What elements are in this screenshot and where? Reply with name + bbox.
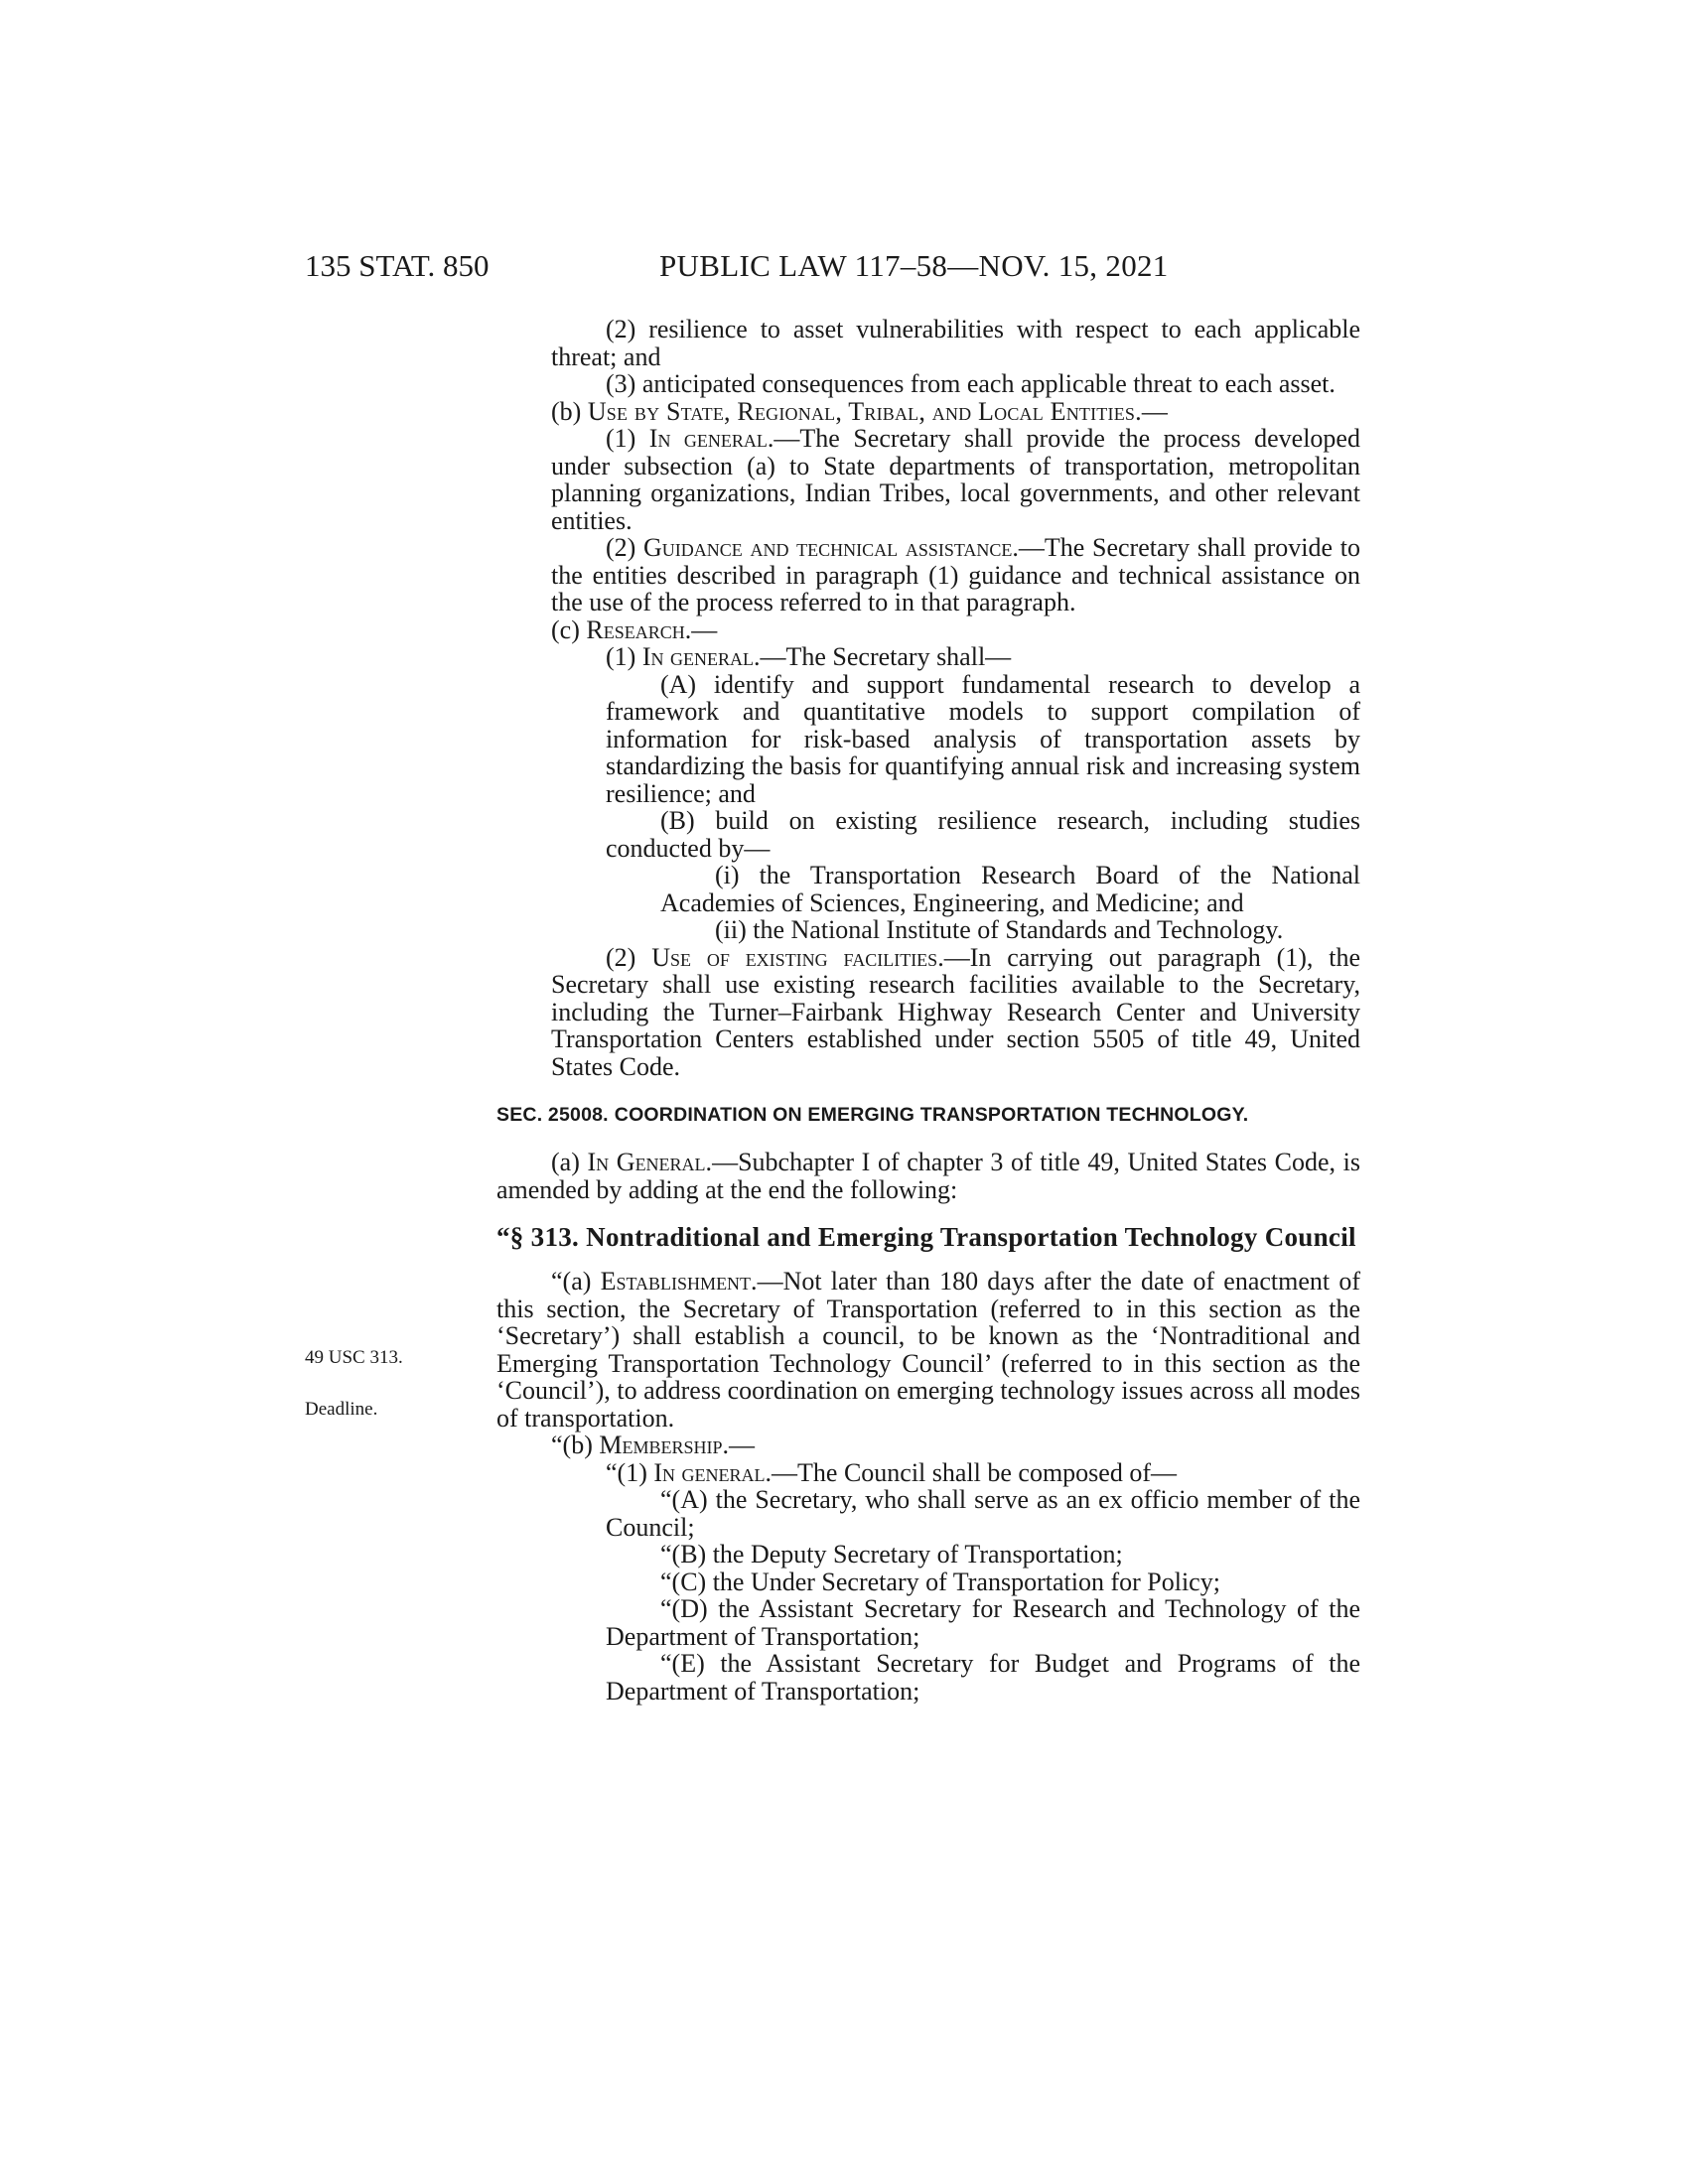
section-313-b1-text: —The Council shall be composed of—	[772, 1457, 1177, 1487]
section-313-b1-title: In general.	[653, 1457, 773, 1487]
section-313-b1	[496, 1459, 1360, 1487]
subparagraph-c1A: (A) identify and support fundamental research to develop a framework and quantitative models to support compilation of information for risk-based analysis of transportation assets by standardizing the basis for quantifying annual risk and increasing system resilience; and	[606, 669, 1360, 808]
subsection-c: (c) Research.—	[551, 614, 718, 644]
section-313-a-title: Establishment.	[600, 1267, 758, 1296]
subsection-c-lead: (c)	[551, 614, 587, 644]
paragraph-b1	[496, 425, 1360, 534]
section-313-b	[496, 1432, 1360, 1459]
paragraph-c1-title: In general.	[641, 642, 761, 671]
section-313-a	[496, 1268, 1360, 1432]
paragraph-b2	[496, 534, 1360, 616]
section-313-title: “§ 313. Nontraditional and Emerging Transportation Technology Council	[496, 1222, 1356, 1252]
paragraph-a2: (2) resilience to asset vulnerabilities with respect to each applicable threat; and	[551, 315, 1360, 371]
section-heading-number: SEC. 25008.	[496, 1104, 609, 1126]
subsection-b-title: Use by State, Regional, Tribal, and Local Entities.	[587, 396, 1142, 426]
running-title: PUBLIC LAW 117–58—NOV. 15, 2021	[659, 248, 1169, 283]
section-313-b1D: “(D) the Assistant Secretary for Research and Technology of the Department of Transportation;	[606, 1594, 1360, 1651]
section-heading-text: COORDINATION ON EMERGING TRANSPORTATION TECHNOLOGY.	[614, 1104, 1249, 1126]
paragraph-a3: (3) anticipated consequences from each applicable threat to each asset.	[606, 369, 1336, 398]
subsection-b: (b) Use by State, Regional, Tribal, and Local Entities.—	[551, 396, 1168, 426]
subsection-b-lead: (b)	[551, 396, 588, 426]
section-313-a-text: —Not later than 180 days after the date of enactment of this section, the Secretary of Transportation (referred to in this section as the ‘Secretary’) shall establish a council, to be known as the ‘Nontraditional and Emerging Transportation Technology Council’ (referred to in this section as the ‘Council’), to address coordination on emerging technology issues across all modes of transportation.	[496, 1267, 1360, 1433]
paragraph-c1-lead: (1)	[606, 642, 642, 671]
margin-note-deadline: Deadline.	[305, 1399, 378, 1420]
section-a-lead: (a)	[551, 1148, 588, 1176]
page-header	[305, 246, 1367, 286]
paragraph-c2-lead: (2)	[606, 942, 652, 972]
paragraph-b2-lead: (2)	[606, 533, 644, 562]
section-a-text: —Subchapter I of chapter 3 of title 49, United States Code, is amended by adding at the end the following:	[496, 1148, 1360, 1204]
section-313-b-text: —	[729, 1431, 755, 1459]
paragraph-c1-text: —The Secretary shall—	[760, 642, 1012, 671]
paragraph-b1-text: —The Secretary shall provide the process developed under subsection (a) to State departments of transportation, metropolitan planning organizations, Indian Tribes, local governments, and other relevant entities.	[551, 424, 1360, 535]
section-313-b-title: Membership.	[599, 1431, 729, 1459]
paragraph-b1-title: In general.	[648, 424, 774, 453]
section-313-b1-lead: “(1)	[606, 1457, 654, 1487]
section-313-b1A: “(A) the Secretary, who shall serve as an ex officio member of the Council;	[606, 1485, 1360, 1542]
section-313-b1C: “(C) the Under Secretary of Transportation for Policy;	[660, 1567, 1220, 1596]
page-reference: 135 STAT. 850	[305, 248, 490, 283]
paragraph-b1-lead: (1)	[606, 424, 649, 453]
paragraph-b2-title: Guidance and technical assistance.	[643, 533, 1019, 562]
section-313-a-lead: “(a)	[551, 1267, 601, 1296]
section-313-b-lead: “(b)	[551, 1431, 600, 1459]
section-313-b1B: “(B) the Deputy Secretary of Transportation;	[660, 1540, 1123, 1569]
section-heading	[496, 1102, 1360, 1129]
margin-note-usc: 49 USC 313.	[305, 1347, 403, 1368]
section-a	[496, 1149, 1360, 1203]
section-a-title: In General.	[587, 1148, 713, 1176]
paragraph-c2-title: Use of existing facilities.	[651, 942, 944, 972]
section-313-b1E: “(E) the Assistant Secretary for Budget and Programs of the Department of Transportation;	[606, 1649, 1360, 1706]
subsection-c-title: Research.	[586, 614, 692, 644]
paragraph-c1	[496, 643, 1360, 671]
clause-c1Bii: (ii) the National Institute of Standards and Technology.	[715, 915, 1284, 944]
subparagraph-c1B: (B) build on existing resilience research, including studies conducted by—	[606, 806, 1360, 863]
clause-c1Bi: (i) the Transportation Research Board of the National Academies of Sciences, Engineering, and Medicine; and	[660, 861, 1360, 917]
paragraph-c2-text: —In carrying out paragraph (1), the Secretary shall use existing research facilities available to the Secretary, including the Turner–Fairbank Highway Research Center and University Transportation Centers established under section 5505 of title 49, United States Code.	[551, 942, 1361, 1081]
paragraph-b2-text: —The Secretary shall provide to the entities described in paragraph (1) guidance and technical assistance on the use of the process referred to in that paragraph.	[551, 533, 1360, 616]
paragraph-c2	[496, 944, 1360, 1081]
document-body	[496, 316, 1360, 1705]
